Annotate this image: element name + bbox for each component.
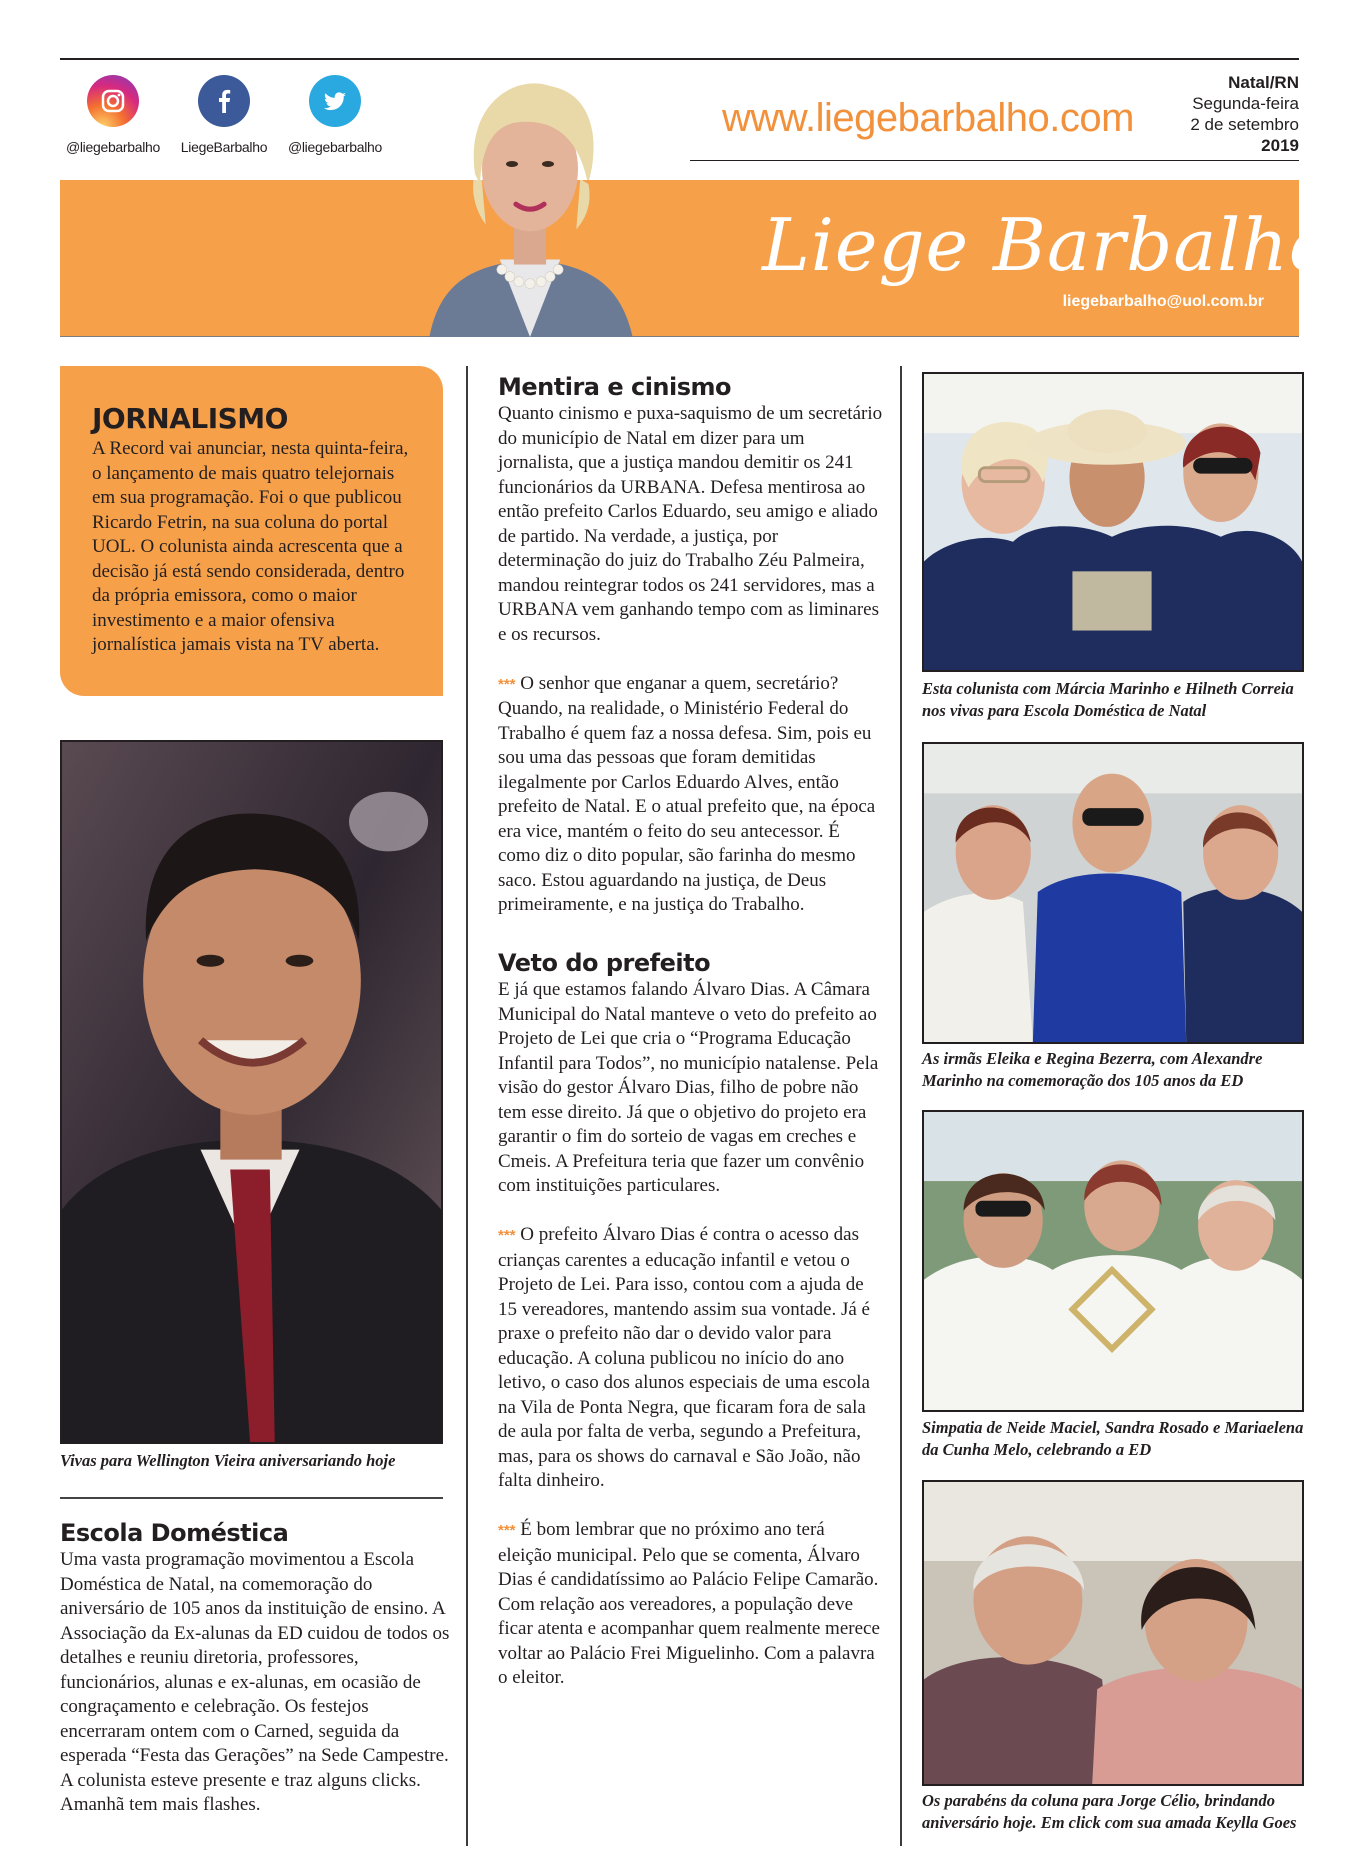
veto-p2 [498, 1223, 883, 1494]
edition-info [1190, 72, 1299, 156]
edition-year: 2019 [1261, 136, 1299, 155]
veto-stars-2: *** [498, 1522, 516, 1539]
portrait-overlay [420, 180, 640, 337]
top-rule [60, 58, 1299, 60]
website-link[interactable]: www.liegebarbalho.com [722, 96, 1134, 140]
photo-caption-3: Simpatia de Neide Maciel, Sandra Rosado e Mariaelena da Cunha Melo, celebrando a ED [922, 1418, 1304, 1459]
photo-caption-4: Os parabéns da coluna para Jorge Célio, brindando aniversário hoje. Em click com sua amada Keylla Goes [922, 1791, 1297, 1832]
photo-caption-2: As irmãs Eleika e Regina Bezerra, com Alexandre Marinho na comemoração dos 105 anos da ED [922, 1049, 1263, 1090]
facebook-handle: LiegeBarbalho [180, 139, 268, 155]
mentira-p2 [498, 672, 883, 918]
veto-p3-text: É bom lembrar que no próximo ano terá eleição municipal. Pelo que se comenta, Álvaro Dias é candidatíssimo ao Palácio Felipe Camarão. Com relação aos vereadores, a população deve ficar atenta e acompanhar quem realmente merece voltar ao Palácio Frei Miguelinho. Com a palavra o eleitor. [498, 1519, 880, 1688]
instagram-icon [87, 75, 139, 127]
veto-p3 [498, 1518, 883, 1691]
column-divider-2 [900, 366, 902, 1846]
photo-colunista-marcia-hilneth [922, 372, 1304, 672]
escola-article [60, 1518, 450, 1818]
mentira-stars: *** [498, 675, 516, 693]
column-divider-1 [466, 366, 468, 1846]
header-rule [690, 160, 1299, 161]
wellington-photo [60, 740, 443, 1444]
instagram-handle: @liegebarbalho [65, 139, 161, 155]
escola-title: Escola Doméstica [60, 1519, 289, 1547]
middle-column [498, 366, 883, 1691]
veto-p1: E já que estamos falando Álvaro Dias. A Câmara Municipal do Natal manteve o veto do prefeito ao Projeto de Lei que cria o “Programa Educação Infantil para Todos”, no município natalense. Pela visão do gestor Álvaro Dias, filho de pobre não tem esse direito. Já que o objetivo do projeto era garantir o fim do sorteio de vagas em creches e Cmeis. A Prefeitura teria que fazer um convênio com instituições particulares. [498, 979, 879, 1196]
column-email[interactable]: liegebarbalho@uol.com.br [1062, 293, 1264, 310]
mentira-title: Mentira e cinismo [498, 373, 732, 401]
column-title: Liege Barbalho [762, 203, 1334, 287]
twitter-icon [309, 75, 361, 127]
jornalismo-box [60, 366, 443, 696]
wellington-caption: Vivas para Wellington Vieira aniversariando hoje [60, 1451, 396, 1470]
veto-p2-text: O prefeito Álvaro Dias é contra o acesso das crianças carentes a educação infantil e vetou o Projeto de Lei. Para isso, contou com a ajuda de 15 vereadores, mantendo assim sua vontade. Já é praxe o prefeito não dar o devido valor para educação. A coluna publicou no início do ano letivo, o caso dos alunos especiais de uma escola na Vila de Ponta Negra, que ficaram fora de sala de aula por falta de verba, segundo a Prefeitura, mas, para os shows do carnaval e São João, não falta dinheiro. [498, 1224, 870, 1491]
jornalismo-text: A Record vai anunciar, nesta quinta-feira, o lançamento de mais quatro telejornais em sua programação. Foi o que publicou Ricardo Fetrin, na sua coluna do portal UOL. O colunista ainda acrescenta que a decisão já está sendo considerada, dentro da própria emissora, como o maior investimento e a maior ofensiva jornalística jamais vista na TV aberta. [92, 438, 409, 655]
edition-date: 2 de setembro [1190, 115, 1299, 134]
photo-jorge-keylla [922, 1480, 1304, 1786]
edition-city: Natal/RN [1228, 73, 1299, 92]
mentira-p2-text: O senhor que enganar a quem, secretário? Quando, na realidade, o Ministério Federal do Trabalho é quem faz a nossa defesa. Sim, pois eu sou uma das pessoas que foram demitidas ilegalmente por Carlos Eduardo Alves, então prefeito de Natal. E o atual prefeito que, na época era vice, mantém o feito do seu antecessor. É como diz o dito popular, são farinha do mesmo saco. Estou aguardando na justiça, de Deus primeiramente, e na justiça do Trabalho. [498, 672, 876, 915]
left-separator [60, 1497, 443, 1499]
escola-text: Uma vasta programação movimentou a Escola Doméstica de Natal, na comemoração do aniversário de 105 anos da instituição de ensino. A Associação da Ex-alunas da ED cuidou de todos os detalhes e reuniu diretoria, professores, funcionários, alunas e ex-alunas, em ocasião de congraçamento e celebração. Os festejos encerraram ontem com o Carned, seguida da esperada “Festa das Gerações” na Sede Campestre. A colunista esteve presente e traz alguns clicks. Amanhã tem mais flashes. [60, 1549, 450, 1815]
edition-weekday: Segunda-feira [1192, 94, 1299, 113]
veto-title: Veto do prefeito [498, 949, 711, 977]
mentira-p1: Quanto cinismo e puxa-saquismo de um secretário do município de Natal em dizer para um jornalista, que a justiça mandou demitir os 241 funcionários da URBANA. Defesa mentirosa ao então prefeito Carlos Eduardo, seu amigo e aliado de partido. Na verdade, a justiça, por determinação do juiz do Trabalho Zéu Palmeira, mandou reintegrar todos os 241 servidores, mas a URBANA vem ganhando tempo com as liminares e os recursos. [498, 403, 883, 645]
photo-caption-1: Esta colunista com Márcia Marinho e Hilneth Correia nos vivas para Escola Doméstica de Natal [922, 679, 1294, 720]
social-twitter[interactable] [270, 75, 400, 155]
photo-neide-sandra-mariaelena [922, 1110, 1304, 1412]
jornalismo-title: JORNALISMO [92, 402, 288, 435]
facebook-icon [198, 75, 250, 127]
photo-eleika-regina-alexandre [922, 742, 1304, 1044]
twitter-handle: @liegebarbalho [287, 139, 383, 155]
veto-stars-1: *** [498, 1227, 516, 1244]
